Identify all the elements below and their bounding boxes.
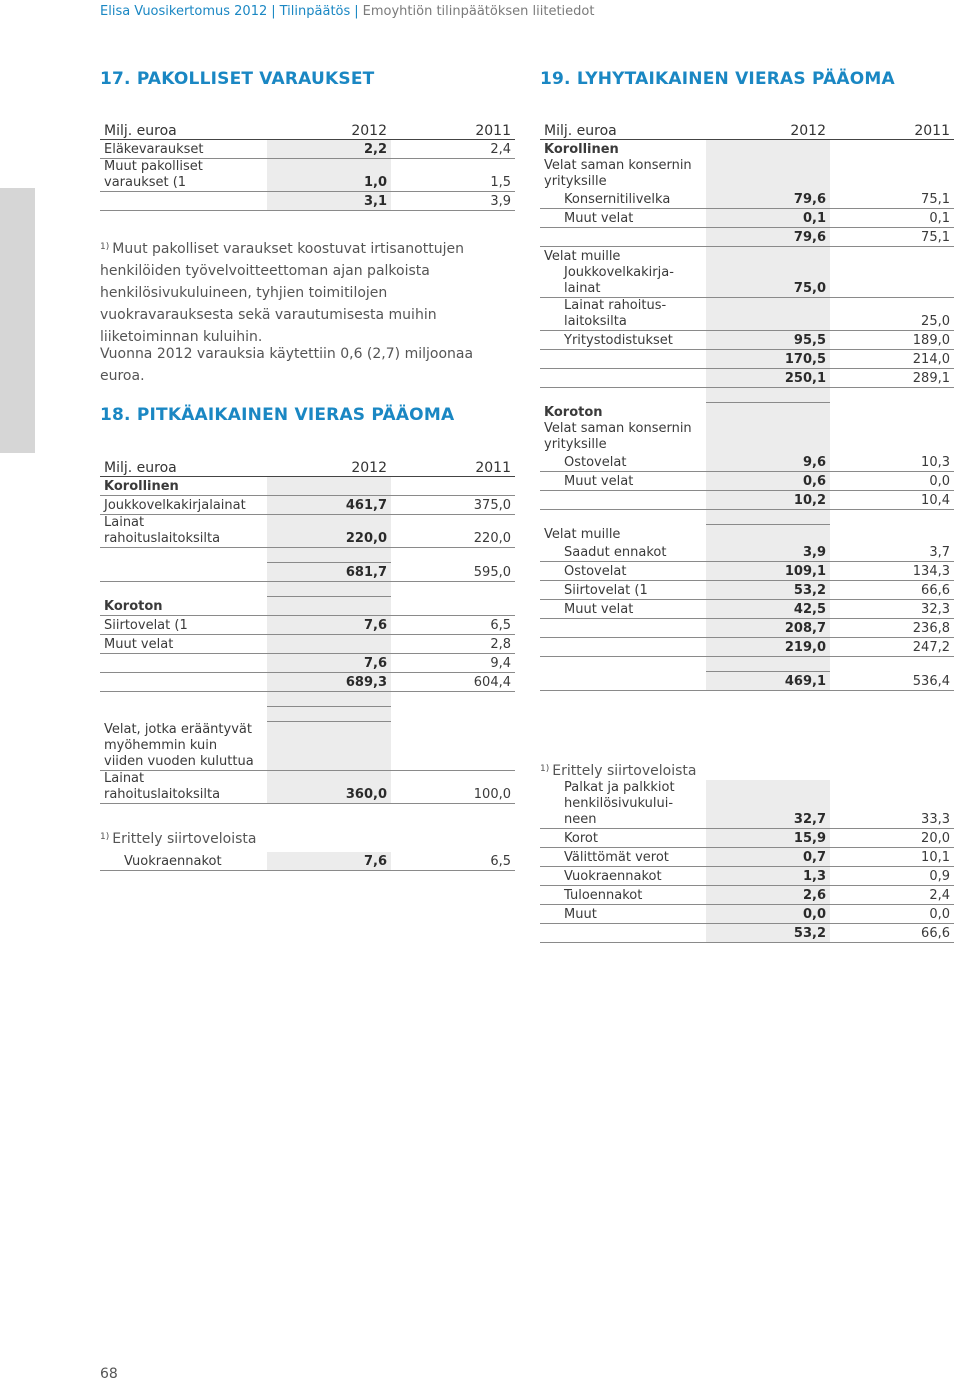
table-row [540,472,954,491]
table-row [540,421,954,453]
value-2011 [830,158,954,190]
value-2012 [706,510,830,525]
side-tab-marker [0,188,35,453]
value-2011: 75,1 [830,190,954,209]
value-2012 [267,707,391,722]
value-2011: 66,6 [830,924,954,943]
breadcrumb [100,4,594,19]
row-label: Tuloennakot [540,886,706,905]
footnote-title: Erittely siirtoveloista [552,763,697,779]
value-2011: 189,0 [830,331,954,350]
row-label: Muut velat [100,635,267,654]
value-2011: 20,0 [830,829,954,848]
row-label: Velat, jotka erääntyvät myöhemmin kuin viiden vuoden kuluttua [100,722,267,771]
value-2011: 10,1 [830,848,954,867]
value-2012 [267,692,391,707]
section-17-title: 17. PAKOLLISET VARAUKSET [100,69,375,89]
row-label [540,510,706,525]
spacer-row [100,692,515,707]
value-2011: 75,1 [830,228,954,247]
value-2011: 375,0 [391,496,515,515]
value-2012: 1,0 [267,159,391,192]
row-label: Velat muille [544,249,621,264]
value-2011: 33,3 [830,780,954,829]
header-unit: Milj. euroa [100,456,267,477]
table-row [540,140,954,159]
row-label: Vuokraennakot [100,852,267,871]
table-row [540,331,954,350]
spacer-row [540,510,954,525]
section-19-footnote [540,758,696,782]
value-2011 [830,525,954,544]
row-label: Lainat rahoituslaitoksilta [100,770,267,803]
row-label: Muut [540,905,706,924]
value-2011 [391,692,515,707]
total-row [100,673,515,692]
value-2012: 53,2 [706,924,830,943]
value-2011: 10,4 [830,491,954,510]
row-label: Saadut ennakot [540,543,706,562]
value-2012: 689,3 [267,673,391,692]
value-2012: 0,0 [706,905,830,924]
row-label: Korollinen [100,477,267,496]
accruals-breakdown-table [100,852,515,871]
value-2012: 2,6 [706,886,830,905]
row-label: Joukkovelkakirjalainat [100,496,267,515]
value-2012: 461,7 [267,496,391,515]
value-2012 [706,298,830,331]
value-2011 [391,477,515,496]
table-row [540,209,954,228]
row-label: Ostovelat [540,453,706,472]
table-row [540,886,954,905]
value-2011: 536,4 [830,672,954,691]
value-2012 [706,525,830,544]
table-row [540,600,954,619]
table-row [540,190,954,209]
row-label: Lainat rahoitus- laitoksilta [540,298,706,331]
value-2011 [391,548,515,563]
row-label [540,228,706,247]
value-2012: 3,1 [267,192,391,211]
table-row [540,298,954,331]
row-label: Velat muille [544,527,621,542]
value-2011 [830,247,954,266]
row-label: Velat saman konsernin yrityksille [544,158,692,189]
breadcrumb-current: Emoyhtiön tilinpäätöksen liitetiedot [362,4,595,19]
spacer-row [540,657,954,672]
table-row [100,477,515,496]
value-2012: 79,6 [706,190,830,209]
value-2011: 9,4 [391,654,515,673]
short-term-liabilities-table [540,119,954,691]
row-label: Korot [540,829,706,848]
total-row [100,654,515,673]
value-2011: 25,0 [830,298,954,331]
header-year: 2011 [391,456,515,477]
table-row [100,616,515,635]
value-2012: 7,6 [267,852,391,871]
row-label [100,673,267,692]
header-unit: Milj. euroa [100,119,267,140]
value-2012 [706,158,830,190]
table-header-row [540,119,954,140]
value-2012: 0,1 [706,209,830,228]
value-2012 [267,548,391,563]
value-2011: 214,0 [830,350,954,369]
footnote-mark: 1) [100,832,110,842]
row-label [100,582,267,597]
spacer-row [100,707,515,722]
value-2011: 604,4 [391,673,515,692]
total-row [540,491,954,510]
value-2011: 3,9 [391,192,515,211]
row-label [540,638,706,657]
row-label: Konsernitilivelka [540,190,706,209]
total-row [540,228,954,247]
value-2012: 0,7 [706,848,830,867]
total-row [540,924,954,943]
value-2012: 219,0 [706,638,830,657]
table-row [540,265,954,298]
table-row [540,848,954,867]
table-row [100,852,515,871]
table-row [100,140,515,159]
total-row [100,563,515,582]
value-2012: 53,2 [706,581,830,600]
section-17-note: Vuonna 2012 varauksia käytettiin 0,6 (2,7) miljoonaa euroa. [100,346,474,384]
row-label: Eläkevaraukset [100,140,267,159]
value-2011: 134,3 [830,562,954,581]
value-2012: 360,0 [267,770,391,803]
breadcrumb-item[interactable]: Elisa Vuosikertomus 2012 [100,4,268,19]
row-label [100,192,267,211]
value-2012 [706,388,830,403]
header-unit: Milj. euroa [540,119,706,140]
row-label: Koroton [544,405,603,420]
value-2012: 2,2 [267,140,391,159]
table-row [540,905,954,924]
total-row [540,619,954,638]
value-2012: 7,6 [267,654,391,673]
value-2012 [706,421,830,453]
value-2011: 10,3 [830,453,954,472]
footnote-mark: 1) [100,242,110,252]
row-label: Vuokraennakot [540,867,706,886]
table-row [540,403,954,422]
value-2011: 6,5 [391,616,515,635]
header-year: 2012 [267,119,391,140]
value-2011 [830,140,954,159]
value-2011: 289,1 [830,369,954,388]
value-2012: 79,6 [706,228,830,247]
header-year: 2012 [706,119,830,140]
value-2012: 1,3 [706,867,830,886]
value-2011 [830,657,954,672]
value-2012 [267,477,391,496]
value-2012: 469,1 [706,672,830,691]
row-label: Muut pakolliset varaukset (1 [100,159,267,192]
table-row [540,780,954,829]
value-2012: 7,6 [267,616,391,635]
spacer-row [100,548,515,563]
table-row [100,770,515,803]
table-header-row [100,456,515,477]
table-row [540,543,954,562]
table-row [540,829,954,848]
row-label [100,707,267,722]
value-2011: 595,0 [391,563,515,582]
value-2012 [267,582,391,597]
table-row [540,562,954,581]
row-label: Muut velat [540,600,706,619]
row-label [540,369,706,388]
row-label: Velat saman konsernin yrityksille [544,421,692,452]
value-2012 [706,403,830,422]
total-row [540,350,954,369]
row-label [100,654,267,673]
header-year: 2011 [391,119,515,140]
value-2012 [706,247,830,266]
page-number: 68 [100,1366,118,1382]
value-2012: 42,5 [706,600,830,619]
value-2011 [830,421,954,453]
value-2012 [706,140,830,159]
table-row [100,515,515,548]
row-label: Siirtovelat (1 [540,581,706,600]
spacer-row [100,582,515,597]
value-2012 [267,722,391,771]
value-2011 [830,510,954,525]
value-2012: 3,9 [706,543,830,562]
accruals-breakdown-table [540,780,954,943]
value-2012 [706,657,830,672]
row-label [540,672,706,691]
value-2012: 681,7 [267,563,391,582]
long-term-liabilities-table [100,456,515,804]
value-2011: 247,2 [830,638,954,657]
table-row [540,581,954,600]
row-label [540,924,706,943]
value-2012 [267,635,391,654]
value-2011: 0,9 [830,867,954,886]
table-row [540,247,954,266]
footnote-mark: 1) [540,764,550,774]
value-2012 [267,597,391,616]
table-row [100,597,515,616]
total-row [540,638,954,657]
value-2011: 100,0 [391,770,515,803]
total-row [540,369,954,388]
table-row [540,867,954,886]
row-label [100,548,267,563]
value-2012: 250,1 [706,369,830,388]
table-row [540,525,954,544]
value-2011: 220,0 [391,515,515,548]
row-label [540,350,706,369]
breadcrumb-separator: | [354,4,359,19]
row-label: Joukkovelkakirja- lainat [540,265,706,298]
table-row [540,453,954,472]
row-label: Koroton [100,597,267,616]
row-label: Palkat ja palkkiot henkilösivukului- neen [540,780,706,829]
table-row [100,496,515,515]
breadcrumb-separator: | [271,4,276,19]
value-2012: 32,7 [706,780,830,829]
value-2011: 32,3 [830,600,954,619]
total-row [100,192,515,211]
spacer-row [540,388,954,403]
footnote-title: Erittely siirtoveloista [112,831,257,847]
value-2012: 10,2 [706,491,830,510]
row-label [540,388,706,403]
value-2011 [391,707,515,722]
value-2012: 208,7 [706,619,830,638]
value-2011: 3,7 [830,543,954,562]
row-label: Yritystodistukset [540,331,706,350]
section-19-title: 19. LYHYTAIKAINEN VIERAS PÄÄOMA [540,69,895,89]
row-label [540,657,706,672]
value-2011 [391,597,515,616]
row-label: Siirtovelat (1 [100,616,267,635]
value-2011: 2,4 [391,140,515,159]
table-header-row [100,119,515,140]
row-label [100,563,267,582]
value-2011: 66,6 [830,581,954,600]
value-2011 [830,403,954,422]
value-2012: 109,1 [706,562,830,581]
value-2011 [830,388,954,403]
row-label [540,491,706,510]
table-row [100,635,515,654]
value-2012: 170,5 [706,350,830,369]
value-2012: 220,0 [267,515,391,548]
value-2011: 0,0 [830,472,954,491]
value-2012: 9,6 [706,453,830,472]
value-2011: 2,8 [391,635,515,654]
row-label: Muut velat [540,209,706,228]
footnote-text: Muut pakolliset varaukset koostuvat irtisanottujen henkilöiden työvelvoitteettoman ajan palkoista henkilösivukuluineen, tyhjien toimitilojen vuokravarauksesta sekä varautumisesta muihin liiketoiminnan kuluihin. [100,241,464,345]
value-2012: 95,5 [706,331,830,350]
value-2011 [391,722,515,771]
value-2011: 1,5 [391,159,515,192]
value-2011: 0,1 [830,209,954,228]
provisions-table [100,119,515,211]
row-label: Korollinen [544,142,619,157]
header-year: 2012 [267,456,391,477]
value-2011 [391,582,515,597]
total-row [540,672,954,691]
value-2011: 2,4 [830,886,954,905]
breadcrumb-item[interactable]: Tilinpäätös [279,4,351,19]
value-2011: 236,8 [830,619,954,638]
row-label: Välittömät verot [540,848,706,867]
row-label [540,619,706,638]
section-17-footnote [100,236,520,348]
row-label: Lainat rahoituslaitoksilta [100,515,267,548]
row-label: Ostovelat [540,562,706,581]
row-label [100,692,267,707]
value-2012: 15,9 [706,829,830,848]
value-2012: 75,0 [706,265,830,298]
value-2011 [830,265,954,298]
table-row [100,722,515,771]
header-year: 2011 [830,119,954,140]
table-row [540,158,954,190]
row-label: Muut velat [540,472,706,491]
section-18-title: 18. PITKÄAIKAINEN VIERAS PÄÄOMA [100,405,455,425]
section-18-footnote [100,826,256,850]
value-2011: 6,5 [391,852,515,871]
value-2012: 0,6 [706,472,830,491]
table-row [100,159,515,192]
value-2011: 0,0 [830,905,954,924]
